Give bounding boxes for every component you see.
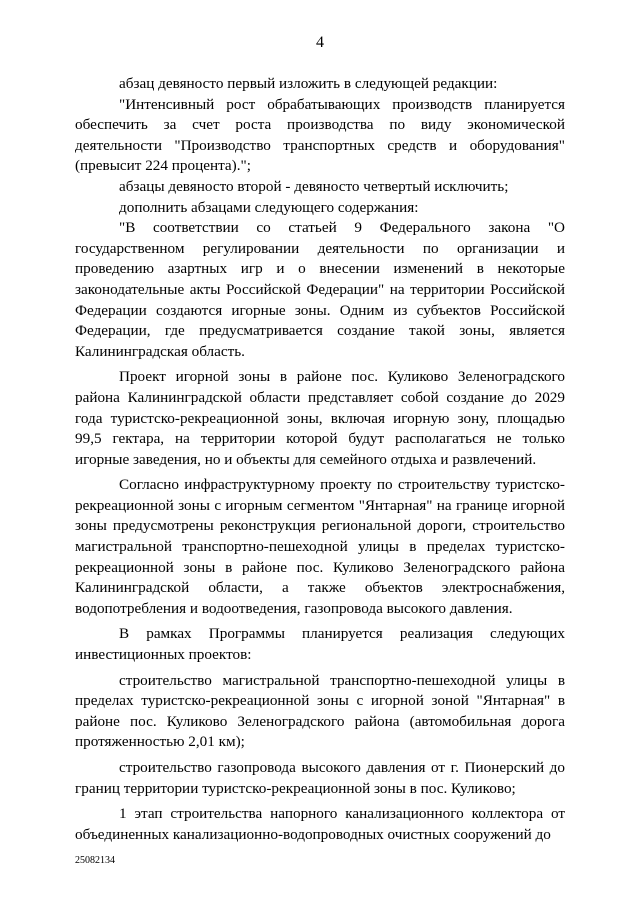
paragraph-4: дополнить абзацами следующего содержания: — [119, 198, 419, 216]
paragraph-6: Проект игорной зоны в районе пос. Куликово Зеленоградского района Калининградской области представляет собой создание до 2029 года туристско-рекреационной зоны, включая игорную зону, площадью 99,5 гектара, на территории которой будут располагаться не только игорные заведения, но и объекты для семейного отдыха и развлечений. — [75, 368, 565, 468]
page-number: 4 — [316, 34, 324, 51]
paragraph-5: "В соответствии со статьей 9 Федерального закона "О государственном регулировании деятельности по организации и проведению азартных игр и о внесении изменений в некоторые законодательные акты Российской Федерации" на территории Российской Федерации создаются игорные зоны. Одним из субъектов Российской Федерации, где предусматривается создание такой зоны, является Калининградская область. — [75, 219, 565, 360]
paragraph-7: Согласно инфраструктурному проекту по строительству туристско-рекреационной зоны с игорным сегментом "Янтарная" на границе игорной зоны предусмотрены реконструкция региональной дороги, строительство магистральной транспортно-пешеходной улицы в пределах туристско-рекреационной зоны в районе пос. Куликово Зеленоградского района Калининградской области, а также объектов электроснабжения, водопотребления и водоотведения, газопровода высокого давления. — [75, 476, 565, 617]
paragraph-8: В рамках Программы планируется реализация следующих инвестиционных проектов: — [75, 625, 565, 664]
document-code: 25082134 — [75, 855, 115, 866]
document-body — [75, 74, 565, 845]
paragraph-11: 1 этап строительства напорного канализационного коллектора от объединенных канализационно-водопроводных очистных сооружений до — [75, 805, 565, 843]
paragraph-1: абзац девяносто первый изложить в следующей редакции: — [119, 75, 498, 92]
paragraph-10: строительство газопровода высокого давления от г. Пионерский до границ территории туристско-рекреационной зоны в пос. Куликово; — [75, 759, 565, 797]
paragraph-9: строительство магистральной транспортно-пешеходной улицы в пределах туристско-рекреационной зоны с игорной зоной "Янтарная" в районе пос. Куликово Зеленоградского района (автомобильная дорога протяженностью 2,01 км); — [75, 671, 565, 751]
paragraph-2: "Интенсивный рост обрабатывающих производств планируется обеспечить за счет роста производства по виду экономической деятельности "Производство транспортных средств и оборудования" (превысит 224 процента)."; — [75, 95, 565, 175]
paragraph-3: абзацы девяносто второй - девяносто четвертый исключить; — [119, 177, 509, 195]
